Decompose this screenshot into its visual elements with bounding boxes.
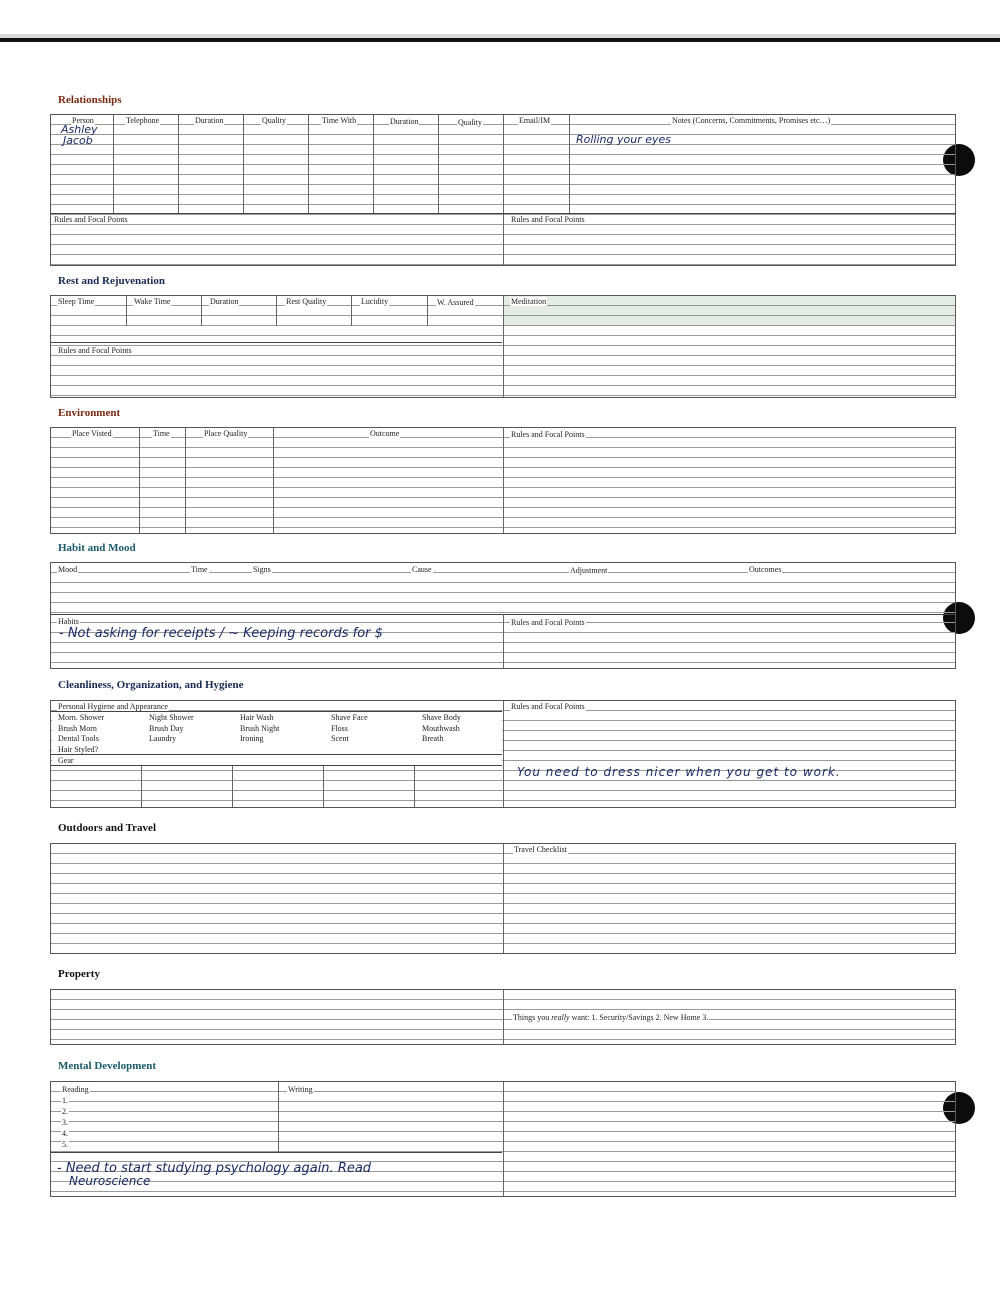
- hygiene-item: Floss: [331, 724, 348, 733]
- col-header-rest-quality: Rest Quality: [286, 297, 327, 306]
- reading-number: 1.: [62, 1096, 68, 1105]
- section-title-rest: Rest and Rejuvenation: [58, 275, 165, 287]
- rules-label: Rules and Focal Points: [511, 702, 585, 711]
- meditation-label: Meditation: [511, 297, 547, 306]
- mental-table: [50, 1081, 956, 1197]
- rules-label: Rules and Focal Points: [511, 430, 585, 439]
- hygiene-item: Morn. Shower: [58, 713, 105, 722]
- col-header-time-with: Time With: [322, 116, 357, 125]
- col-header-adjustment: Adjustment: [570, 566, 608, 575]
- hygiene-item: Hair Wash: [240, 713, 274, 722]
- col-header-lucidity: Lucidity: [361, 297, 389, 306]
- col-header-notes: Notes (Concerns, Commitments, Promises etc…): [672, 116, 831, 125]
- col-header-person: Person: [72, 116, 94, 125]
- col-header-email: Email/IM: [519, 116, 551, 125]
- rules-label: Rules and Focal Points: [58, 346, 132, 355]
- col-header-duration: Duration: [195, 116, 224, 125]
- handwritten-note-line-1: - Need to start studying psychology again. Read: [57, 1161, 372, 1176]
- hygiene-item: Scent: [331, 734, 349, 743]
- col-header-mood: Mood: [58, 565, 78, 574]
- col-header-place-quality: Place Quality: [204, 429, 248, 438]
- outdoors-table: [50, 843, 956, 954]
- section-title-environment: Environment: [58, 407, 121, 419]
- travel-checklist-label: Travel Checklist: [514, 845, 567, 854]
- rules-label: Rules and Focal Points: [511, 618, 585, 627]
- reading-number: 5.: [62, 1140, 68, 1149]
- hygiene-item: Shave Body: [422, 713, 461, 722]
- section-title-property: Property: [58, 968, 100, 980]
- reading-number: 2.: [62, 1107, 68, 1116]
- hygiene-item: Shave Face: [331, 713, 368, 722]
- habits-label: Habits: [58, 617, 79, 626]
- col-header-w-assured: W. Assured: [437, 298, 474, 307]
- reading-number: 4.: [62, 1129, 68, 1138]
- col-header-sleep-time: Sleep Time: [58, 297, 95, 306]
- hygiene-item: Brush Day: [149, 724, 184, 733]
- section-title-habit: Habit and Mood: [58, 542, 136, 554]
- col-header-quality-2: Quality: [458, 118, 482, 127]
- reading-label: Reading: [62, 1085, 89, 1094]
- section-title-outdoors: Outdoors and Travel: [58, 822, 156, 834]
- hygiene-item: Brush Morn: [58, 724, 97, 733]
- cleanliness-table: [50, 700, 956, 808]
- handwritten-habits: - Not asking for receipts / ~ Keeping records for $: [59, 626, 383, 641]
- handwritten-note: Rolling your eyes: [576, 133, 671, 146]
- hygiene-item: Laundry: [149, 734, 177, 743]
- hygiene-item: Brush Night: [240, 724, 280, 733]
- handwritten-note: You need to dress nicer when you get to work.: [517, 765, 841, 779]
- environment-table: [50, 427, 956, 534]
- col-header-cause: Cause: [412, 565, 432, 574]
- handwritten-person-2: Jacob: [63, 134, 93, 147]
- hygiene-item: Dental Tools: [58, 734, 99, 743]
- col-header-outcome: Outcome: [370, 429, 400, 438]
- relationships-table: [50, 114, 956, 266]
- col-header-outcomes: Outcomes: [749, 565, 782, 574]
- rules-label-right: Rules and Focal Points: [511, 215, 585, 224]
- hygiene-item: Mouthwash: [422, 724, 460, 733]
- gear-label: Gear: [58, 756, 74, 765]
- page-top-edge: [0, 38, 1000, 42]
- reading-number: 3.: [62, 1118, 68, 1127]
- hygiene-item: Ironing: [240, 734, 264, 743]
- personal-hygiene-label: Personal Hygiene and Appearance: [58, 702, 168, 711]
- col-header-telephone: Telephone: [126, 116, 160, 125]
- section-title-relationships: Relationships: [58, 94, 122, 106]
- hygiene-item: Breath: [422, 734, 444, 743]
- col-header-signs: Signs: [253, 565, 271, 574]
- hygiene-item: Night Shower: [149, 713, 194, 722]
- hygiene-item: Hair Styled?: [58, 745, 99, 754]
- col-header-place-visited: Place Visted: [72, 429, 112, 438]
- habit-table: [50, 562, 956, 669]
- handwritten-note-line-2: Neuroscience: [69, 1174, 151, 1188]
- rest-table: [50, 295, 956, 398]
- handwritten-person-1: Ashley: [61, 123, 98, 136]
- col-header-duration: Duration: [210, 297, 239, 306]
- things-you-want: Things you really want: 1. Security/Savings 2. New Home 3.: [513, 1013, 709, 1022]
- col-header-duration-2: Duration: [390, 117, 419, 126]
- property-table: [50, 989, 956, 1045]
- col-header-wake-time: Wake Time: [134, 297, 171, 306]
- col-header-time: Time: [153, 429, 170, 438]
- col-header-time: Time: [191, 565, 208, 574]
- writing-label: Writing: [288, 1085, 313, 1094]
- rules-label-left: Rules and Focal Points: [54, 215, 128, 224]
- section-title-mental: Mental Development: [58, 1060, 157, 1072]
- col-header-quality: Quality: [262, 116, 286, 125]
- section-title-cleanliness: Cleanliness, Organization, and Hygiene: [58, 679, 244, 691]
